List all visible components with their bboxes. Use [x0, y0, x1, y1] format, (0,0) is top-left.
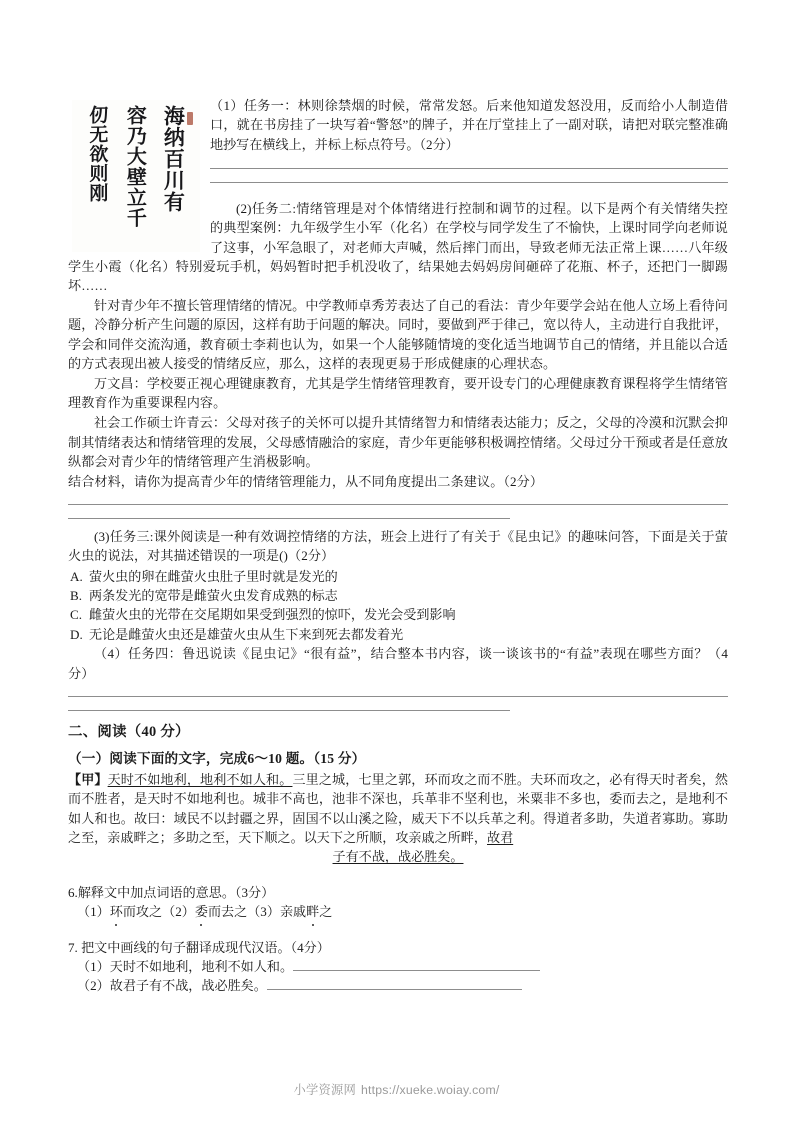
- q6-item-3-label: （3）: [247, 904, 280, 920]
- passage-underlined-two-head: 故君: [487, 829, 514, 845]
- q6-item-3-rest: 之: [319, 904, 333, 920]
- classical-passage: [68, 770, 728, 848]
- spacer: [68, 697, 728, 710]
- watermark-url: https://xueke.woiay.com/: [360, 1083, 500, 1097]
- spacer: [210, 154, 728, 168]
- question-7-item-2: [68, 976, 728, 995]
- page-content: [68, 96, 728, 996]
- calligraphy-figure: [72, 100, 200, 252]
- watermark: [0, 1080, 793, 1098]
- task-two-prompt: 结合材料，请你为提高青少年的情绪管理能力，从不同角度提出二条建议。（2分）: [68, 474, 544, 490]
- spacer: [68, 519, 728, 527]
- q6-item-3-pre: 亲戚: [279, 904, 307, 920]
- question-6-items: [68, 902, 728, 921]
- option-d-text: 无论是雌萤火虫还是雄萤火虫从生下来到死去都发着光: [89, 626, 404, 642]
- task-two-teacher-paragraph: 针对青少年不擅长管理情绪的情况。中学教师卓秀芳表达了自己的看法：青少年要学会站在他人立场上看待问题，冷静分析产生问题的原因，这样有助于问题的解决。同时，要做到严于律己，宽以待人，主动进行自我批评，学会和同伴交流沟通，教育硕士李莉也认为，如果一个人能够随情境的变化适当地调节自己的情绪，并且能以合适的方式表现出被人接受的情绪反应，那么，这样的表现更易于形成健康的心理状态。: [68, 298, 728, 371]
- spacer: [68, 505, 728, 518]
- option-a-letter: A.: [70, 568, 83, 584]
- calligraphy-image: [72, 100, 200, 252]
- classical-passage-last-line: [68, 847, 728, 866]
- task-two-intro: (2)任务二:情绪管理是对个体情绪进行控制和调节的过程。以下是两个有关情绪失控的典型案例：九年级学生小军（化名）在学校与同学发生了不愉快，上课时同学向老师说了这事，小军急眼了，对老师大声喊，然后摔门而出，导致老师无法正常上课……八年级学生小霞（化名）特别爱玩手机，妈妈暂时把手机没收了，结果她去妈妈房间砸碎了花瓶、杯子，还把门一脚踢坏……: [68, 201, 728, 294]
- seal-stamp-icon: [187, 112, 193, 125]
- question-7-item-1: [68, 957, 728, 976]
- calligraphy-column-2: 容乃大壁立千: [123, 104, 148, 229]
- question-7-stem: 7. 把文中画线的句子翻译成现代汉语。（4分）: [68, 939, 330, 955]
- task-four-text: （4）任务四：鲁迅说读《昆虫记》“很有益”，结合整本书内容，谈一谈该书的“有益”表现在哪些方面？（4分）: [68, 646, 728, 681]
- passage-tag: 【甲】: [68, 771, 108, 787]
- q7-item-1-text: 天时不如地利，地利不如人和。: [109, 958, 294, 974]
- option-c-letter: C.: [70, 607, 83, 623]
- task-three-stem: (3)任务三:课外阅读是一种有效调控情绪的方法，班会上进行了有关于《昆虫记》的趣味问答，下面是关于萤火虫的说法，对其描述错误的一项是()（2分）: [68, 529, 728, 564]
- option-d[interactable]: [68, 625, 728, 644]
- answer-line-q7-1[interactable]: [293, 957, 540, 971]
- passage-underlined-two-tail: 子有不战，战必胜矣。: [332, 849, 464, 865]
- task-two-wanwenchang-paragraph: 万文昌：学校要正视心理键康教育，尤其是学生情绪管理教育，要开设专门的心理健康教育课程将学生情绪管理教育作为重要课程内容。: [68, 376, 728, 411]
- option-b[interactable]: [68, 586, 728, 605]
- q7-item-1-label: （1）: [77, 958, 110, 974]
- q7-item-2-text: 故君子有不战，战必胜矣。: [109, 978, 267, 994]
- q6-item-2-label: （2）: [162, 904, 195, 920]
- option-c[interactable]: [68, 605, 728, 624]
- spacer: [68, 867, 728, 883]
- question-6-stem: 6.解释文中加点词语的意思。（3分）: [68, 884, 275, 900]
- option-d-letter: D.: [70, 626, 83, 642]
- watermark-site-name: 小学资源网: [293, 1083, 356, 1097]
- task-one-block: [210, 96, 728, 183]
- passage-underlined-one: 天时不如地利，地利不如人和。: [107, 771, 293, 787]
- q6-item-1-dot-char: 环: [110, 902, 123, 921]
- option-b-text: 两条发光的宽带是雌萤火虫发育成熟的标志: [89, 588, 338, 604]
- spacer: [68, 684, 728, 696]
- option-a[interactable]: [68, 567, 728, 586]
- spacer: [68, 922, 728, 938]
- passage-body: 三里之城，七里之郭，环而攻之而不胜。夫环而攻之，必有得天时者矣，然而不胜者，是天时不如地利也。城非不高也，池非不深也，兵革非不坚利也，米粟非不多也，委而去之，是地利不如人和也。故曰：域民不以封疆之界，固国不以山溪之险，威天下不以兵革之利。得道者多助，失道者寡助。寡助之至，亲戚畔之；多助之至，天下顺之。以天下之所顺，攻亲戚之所畔，: [68, 771, 729, 845]
- q7-item-2-label: （2）: [77, 978, 110, 994]
- task-two-xuqingyun-paragraph: 社会工作硕士许青云：父母对孩子的关怀可以提升其情绪智力和情绪表达能力；反之，父母的冷漠和沉默会抑制其情绪表达和情绪管理的发展，父母感情融洽的家庭，青少年更能够积极调控情绪。父母过分干预或者是任意放纵都会对青少年的情绪管理产生消极影响。: [68, 415, 728, 469]
- calligraphy-column-3: 仞无欲则刚: [86, 104, 109, 203]
- calligraphy-column-1: 海纳百川有: [161, 104, 187, 213]
- answer-line-q7-2[interactable]: [267, 976, 522, 990]
- option-a-text: 萤火虫的卵在雌萤火虫肚子里时就是发光的: [89, 568, 338, 584]
- option-b-letter: B.: [70, 588, 83, 604]
- section-two-subheading: （一）阅读下面的文字，完成6～10 题。（15 分）: [68, 750, 366, 766]
- task-one-text: （1）任务一：林则徐禁烟的时候，常常发怒。后来他知道发怒没用，反而给小人制造借口，就在书房挂了一块写着“警怒”的牌子，并在厅堂挂上了一副对联，请把对联完整准确地抄写在横线上，并标上标点符号。（2分）: [210, 98, 728, 152]
- answer-line-task4-2[interactable]: [68, 710, 510, 711]
- q6-item-2-rest: 而去之: [207, 904, 248, 920]
- q6-item-1-label: （1）: [77, 904, 110, 920]
- section-two-heading: 二、阅读（40 分）: [68, 723, 190, 740]
- option-c-text: 雌萤火虫的光带在交尾期如果受到强烈的惊吓，发光会受到影响: [89, 607, 456, 623]
- q6-item-1-rest: 而攻之: [122, 904, 163, 920]
- spacer: [68, 492, 728, 504]
- q6-item-2-dot-char: 委: [195, 902, 208, 921]
- spacer: [210, 169, 728, 182]
- q6-item-3-dot-char: 畔: [306, 902, 319, 921]
